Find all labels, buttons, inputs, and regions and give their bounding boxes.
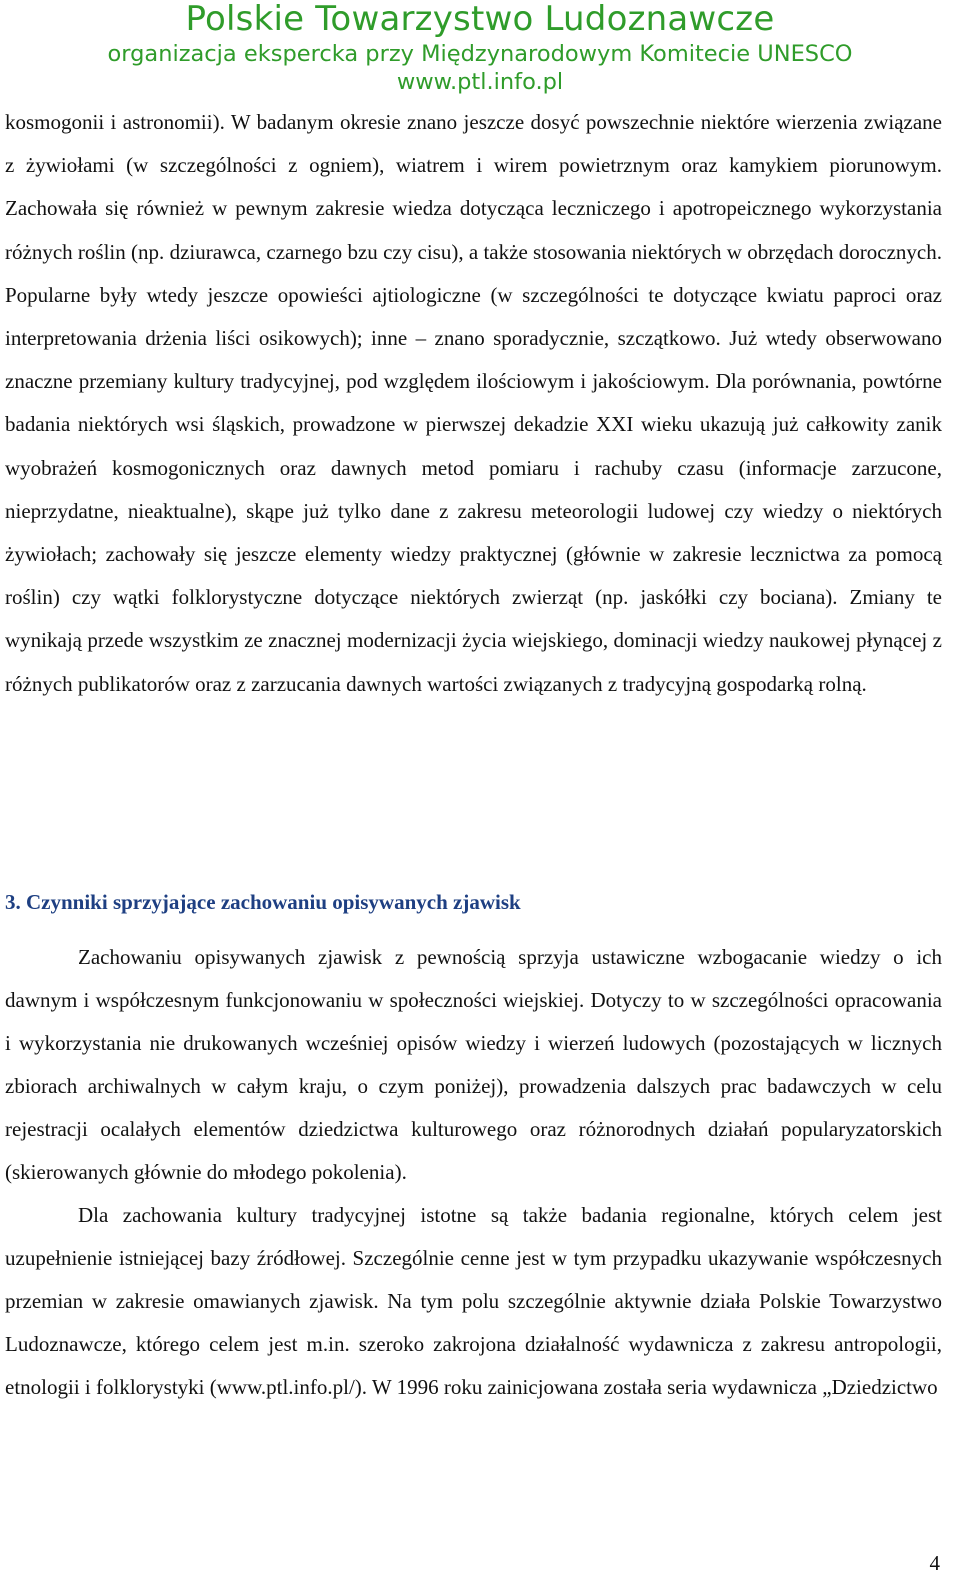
document-body-continued [5,936,942,1409]
document-body [5,101,942,706]
page-number: 4 [929,1551,940,1575]
organization-website: www.ptl.info.pl [396,69,564,95]
paragraph: kosmogonii i astronomii). W badanym okresie znano jeszcze dosyć powszechnie niektóre wierzenia związane z żywiołami (w szczególności z ogniem), wiatrem i wirem powietrznym oraz kamykiem piorunowym. Zachowała się również w pewnym zakresie wiedza dotycząca leczniczego i apotropeicznego wykorzystania różnych roślin (np. dziurawca, czarnego bzu czy cisu), a także stosowania niektórych w obrzędach dorocznych. Popularne były wtedy jeszcze opowieści ajtiologiczne (w szczególności te dotyczące kwiatu paproci oraz interpretowania drżenia liści osikowych); inne – znano sporadycznie, szczątkowo. Już wtedy obserwowano znaczne przemiany kultury tradycyjnej, pod względem ilościowym i jakościowym. Dla porównania, powtórne badania niektórych wsi śląskich, prowadzone w pierwszej dekadzie XXI wieku ukazują już całkowity zanik wyobrażeń kosmogonicznych oraz dawnych metod pomiaru i rachuby czasu (informacje zarzucone, nieprzydatne, nieaktualne), skąpe już tylko dane z zakresu meteorologii ludowej czy wiedzy o niektórych żywiołach; zachowały się jeszcze elementy wiedzy praktycznej (głównie w zakresie lecznictwa za pomocą roślin) czy wątki folklorystyczne dotyczące niektórych zwierząt (np. jaskółki czy bociana). Zmiany te wynikają przede wszystkim ze znacznej modernizacji życia wiejskiego, dominacji wiedzy naukowej płynącej z różnych publikatorów oraz z zarzucania dawnych wartości związanych z tradycyjną gospodarką rolną. [5,110,942,696]
organization-name: Polskie Towarzystwo Ludoznawcze [185,0,775,39]
paragraph: Zachowaniu opisywanych zjawisk z pewnością sprzyja ustawiczne wzbogacanie wiedzy o ich dawnym i współczesnym funkcjonowaniu w społeczności wiejskiej. Dotyczy to w szczególności opracowania i wykorzystania nie drukowanych wcześniej opisów wiedzy i wierzeń ludowych (pozostających w licznych zbiorach archiwalnych w całym kraju, o czym poniżej), prowadzenia dalszych prac badawczych w celu rejestracji ocalałych elementów dziedzictwa kulturowego oraz różnorodnych działań popularyzatorskich (skierowanych głównie do młodego pokolenia). [5,945,942,1184]
paragraph: Dla zachowania kultury tradycyjnej istotne są także badania regionalne, których celem jest uzupełnienie istniejącej bazy źródłowej. Szczególnie cenne jest w tym przypadku ukazywanie współczesnych przemian w zakresie omawianych zjawisk. Na tym polu szczególnie aktywnie działa Polskie Towarzystwo Ludoznawcze, którego celem jest m.in. szeroko zakrojona działalność wydawnicza z zakresu antropologii, etnologii i folklorystyki (www.ptl.info.pl/). W 1996 roku zainicjowana została seria wydawnicza „Dziedzictwo [5,1203,942,1399]
page-header [0,0,960,96]
organization-subtitle: organizacja ekspercka przy Międzynarodowym Komitecie UNESCO [107,41,853,67]
section-heading: 3. Czynniki sprzyjające zachowaniu opisywanych zjawisk [5,890,521,914]
